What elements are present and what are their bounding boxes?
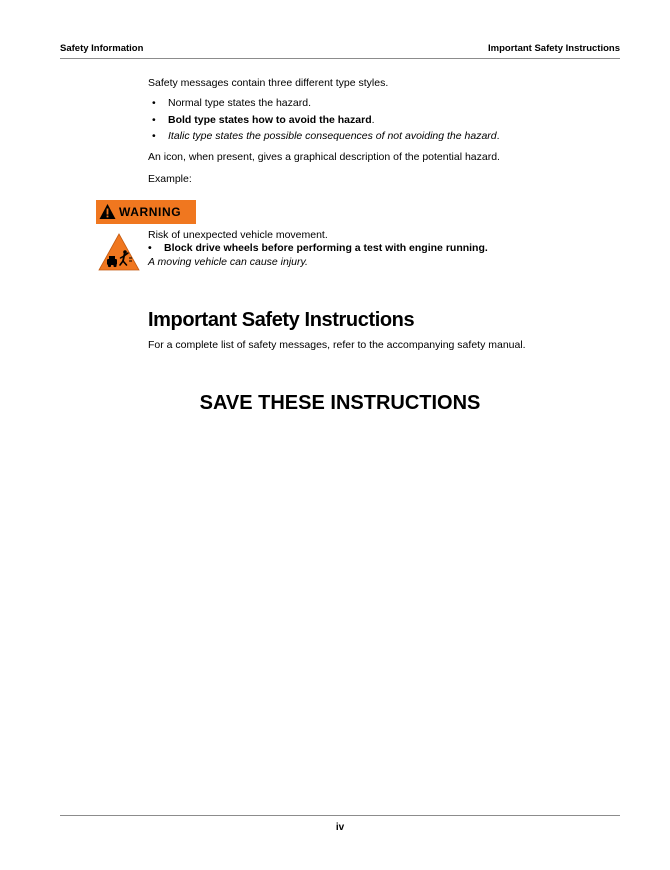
italic-type-text: Italic type states the possible consequences of not avoiding the hazard (168, 130, 497, 142)
list-item (148, 114, 500, 127)
example-label: Example: (148, 173, 192, 185)
section-heading: Important Safety Instructions (148, 309, 415, 331)
trailing-punctuation: . (371, 113, 375, 126)
trailing-punctuation: . (496, 130, 500, 142)
warning-hazard-text: Risk of unexpected vehicle movement. (148, 229, 328, 241)
warning-label: WARNING (119, 205, 182, 219)
intro-paragraph: Safety messages contain three different type styles. (148, 77, 389, 89)
icon-note-paragraph: An icon, when present, gives a graphical description of the potential hazard. (148, 151, 500, 163)
normal-type-text: Normal type states the hazard. (168, 97, 311, 109)
header-section-title: Important Safety Instructions (488, 43, 620, 54)
bullet: • (148, 242, 152, 254)
page-header (60, 43, 620, 57)
save-instructions-heading: SAVE THESE INSTRUCTIONS (199, 392, 481, 414)
bullet: • (152, 130, 156, 142)
bullet: • (152, 97, 156, 109)
bullet: • (152, 113, 156, 126)
exclamation-triangle-icon (99, 203, 116, 220)
warning-consequence-text: A moving vehicle can cause injury. (148, 256, 308, 268)
section-paragraph: For a complete list of safety messages, refer to the accompanying safety manual. (148, 339, 526, 351)
header-rule (60, 58, 620, 59)
header-chapter-title: Safety Information (60, 43, 144, 54)
type-style-list (148, 97, 500, 147)
footer-rule (60, 815, 620, 816)
list-item (148, 97, 500, 110)
warning-banner (96, 200, 196, 224)
warning-avoid-instruction: Block drive wheels before performing a test with engine running. (164, 242, 488, 254)
list-item (148, 130, 500, 143)
bold-type-text: Bold type states how to avoid the hazard (168, 113, 372, 126)
vehicle-movement-hazard-icon (98, 233, 140, 271)
warning-avoid-text (148, 242, 488, 254)
page-number: iv (335, 822, 345, 833)
